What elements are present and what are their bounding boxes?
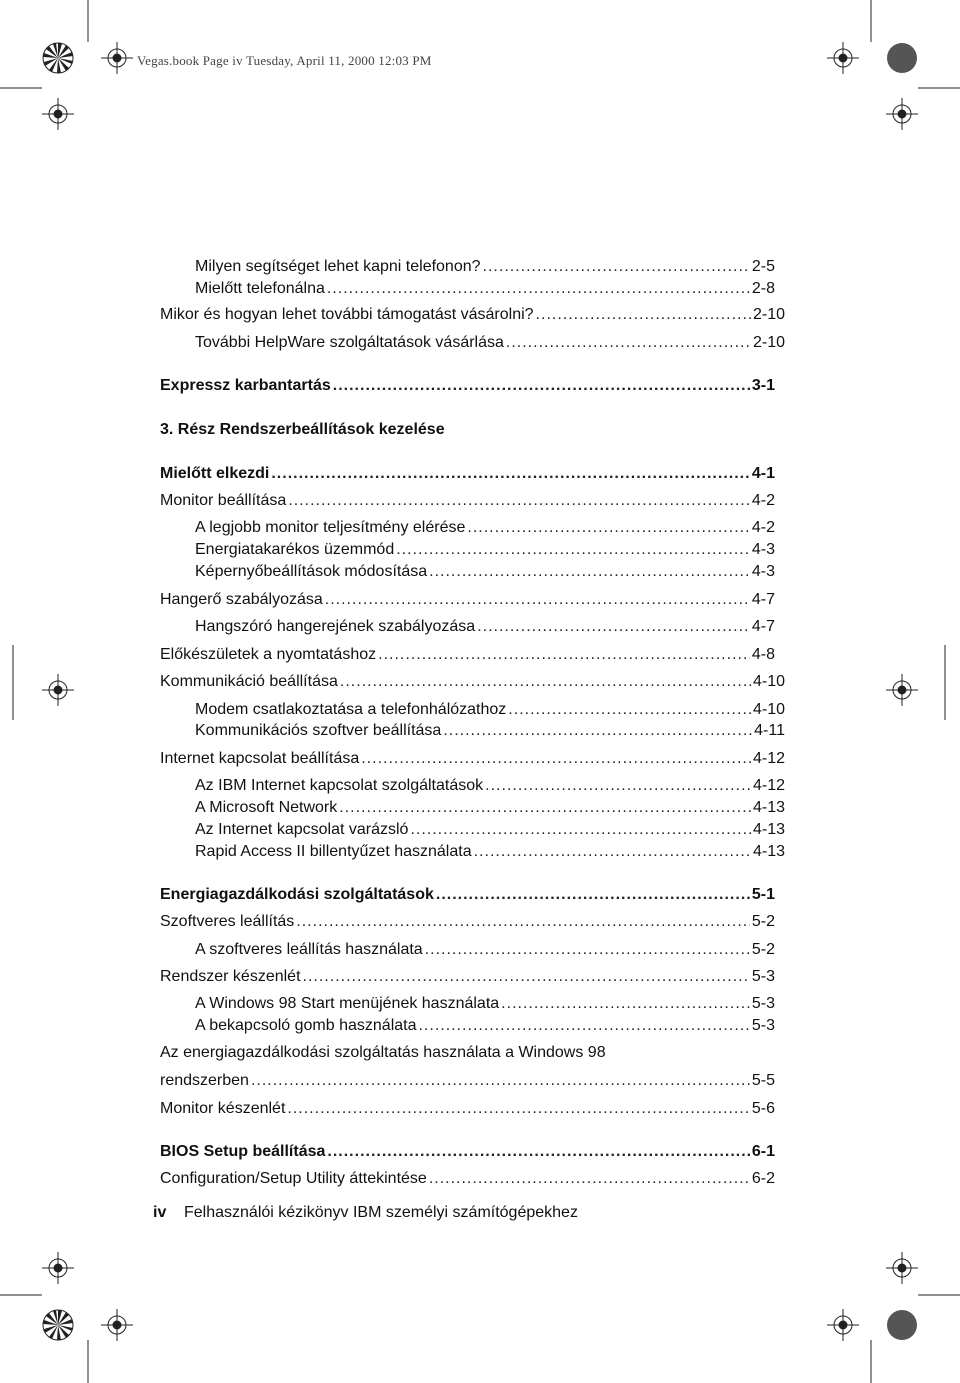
part-heading: 3. Rész Rendszerbeállítások kezelése [160, 421, 445, 438]
toc-entry [195, 1016, 775, 1036]
toc-entry-title: A Microsoft Network [195, 799, 338, 816]
crosshair-mark [101, 1309, 133, 1341]
crosshair-mark [101, 42, 133, 74]
toc-entry-page: 4-2 [751, 519, 775, 536]
crosshair-mark [42, 1252, 74, 1284]
toc-entry-title: Modem csatlakoztatása a telefonhálózathoz [195, 701, 507, 718]
crosshair-mark [42, 98, 74, 130]
toc-entry-title: Monitor beállítása [160, 492, 287, 509]
toc-entry-page: 5-3 [751, 995, 775, 1012]
toc-entry-title: Monitor készenlét [160, 1100, 286, 1117]
toc-entry-page: 5-3 [751, 968, 775, 985]
toc-entry-title: Energiatakarékos üzemmód [195, 541, 395, 558]
toc-entry-page: 6-2 [751, 1170, 775, 1187]
toc-entry [195, 333, 785, 353]
toc-entry-title: rendszerben [160, 1072, 249, 1089]
toc-entry-title: Hangerő szabályozása [160, 591, 323, 608]
toc-entry [195, 842, 785, 862]
toc-entry-page: 4-10 [752, 701, 785, 718]
toc-entry-page: 4-10 [752, 673, 785, 690]
toc-entry-page: 4-12 [752, 750, 785, 767]
crosshair-mark [42, 674, 74, 706]
toc-entry-page: 4-13 [752, 843, 785, 860]
toc-entry [195, 820, 785, 840]
toc-entry-title: A legjobb monitor teljesítmény elérése [195, 519, 466, 536]
toc-entry-title: Előkészületek a nyomtatáshoz [160, 646, 377, 663]
toc-entry-title: Milyen segítséget lehet kapni telefonon? [195, 258, 481, 275]
toc-entry-title: Rendszer készenlét [160, 968, 301, 985]
toc-entry [195, 257, 775, 277]
toc-entry [160, 967, 775, 987]
sunburst-mark-bottom-left [43, 1310, 73, 1340]
crosshair-mark [886, 674, 918, 706]
toc-entry-title: Szoftveres leállítás [160, 913, 295, 930]
toc-entry-page: 4-13 [752, 821, 785, 838]
toc-entry-page: 6-1 [751, 1143, 775, 1160]
toc-entry-page: 4-3 [751, 541, 775, 558]
toc-entry-page: 5-3 [751, 1017, 775, 1034]
toc-entry [160, 645, 775, 665]
toc-entry-title: Hangszóró hangerejének szabályozása [195, 618, 476, 635]
gray-disc-top-right [887, 43, 917, 73]
toc-entry-title: További HelpWare szolgáltatások vásárlása [195, 334, 504, 351]
sunburst-mark-top-left [43, 43, 73, 73]
toc-entry-page: 4-1 [751, 465, 775, 482]
toc-entry-page: 4-7 [751, 618, 775, 635]
toc-entry-title: Kommunikációs szoftver beállítása [195, 722, 442, 739]
toc-entry-page: 2-8 [751, 280, 775, 297]
toc-entry-title: Expressz karbantartás [160, 377, 331, 394]
toc-entry-page: 5-6 [751, 1100, 775, 1117]
toc-entry [160, 912, 775, 932]
toc-entry-page: 5-2 [751, 941, 775, 958]
toc-entry-page: 2-5 [751, 258, 775, 275]
footer-book-title: Felhasználói kézikönyv IBM személyi számítógépekhez [184, 1204, 578, 1221]
toc-entry-page: 4-11 [754, 722, 785, 739]
toc-entry [160, 1071, 775, 1091]
toc-entry-title: Kommunikáció beállítása [160, 673, 338, 690]
toc-entry [195, 700, 785, 720]
toc-entry-title: A szoftveres leállítás használata [195, 941, 423, 958]
toc-entry [160, 1099, 775, 1119]
gray-disc-bottom-right [887, 1310, 917, 1340]
toc-entry-title: Mielőtt elkezdi [160, 465, 270, 482]
toc-entry [195, 562, 775, 582]
toc-entry-page: 4-3 [751, 563, 775, 580]
toc-entry [195, 776, 785, 796]
crosshair-mark [886, 1252, 918, 1284]
toc-entry [195, 279, 775, 299]
toc-entry-title: Képernyőbeállítások módosítása [195, 563, 428, 580]
toc-entry-page: 2-10 [752, 306, 785, 323]
toc-entry-title-line1: Az energiagazdálkodási szolgáltatás használata a Windows 98 [160, 1044, 606, 1061]
toc-entry-page: 5-5 [751, 1072, 775, 1089]
toc-entry-page: 2-10 [752, 334, 785, 351]
toc-entry [160, 464, 775, 484]
toc-entry-title: Configuration/Setup Utility áttekintése [160, 1170, 427, 1187]
toc-entry [160, 885, 775, 905]
toc-entry-title: Mikor és hogyan lehet további támogatást vásárolni? [160, 306, 534, 323]
toc-entry-page: 3-1 [751, 377, 775, 394]
crosshair-mark [827, 1309, 859, 1341]
toc-entry-title: Mielőtt telefonálna [195, 280, 325, 297]
toc-entry [160, 672, 785, 692]
book-info-header: Vegas.book Page iv Tuesday, April 11, 2000 12:03 PM [137, 53, 432, 68]
toc-entry [160, 1169, 775, 1189]
toc-entry [160, 1142, 775, 1162]
toc-entry-page: 4-7 [751, 591, 775, 608]
toc-entry [160, 749, 785, 769]
toc-entry-page: 4-2 [751, 492, 775, 509]
toc-entry-title: Az IBM Internet kapcsolat szolgáltatások [195, 777, 484, 794]
footer-page-number: iv [153, 1204, 167, 1221]
toc-entry-page: 4-13 [752, 799, 785, 816]
toc-entry [195, 940, 775, 960]
toc-entry [195, 721, 785, 741]
toc-entry-page: 5-1 [751, 886, 775, 903]
crosshair-mark [827, 42, 859, 74]
toc-entry-title: A bekapcsoló gomb használata [195, 1017, 417, 1034]
toc-entry-title: Az Internet kapcsolat varázsló [195, 821, 409, 838]
toc-entry [195, 518, 775, 538]
toc-entry-title: Internet kapcsolat beállítása [160, 750, 360, 767]
toc-entry [195, 994, 775, 1014]
toc-entry [160, 376, 775, 396]
toc-entry [160, 590, 775, 610]
toc-entry-title: Rapid Access II billentyűzet használata [195, 843, 472, 860]
toc-entry-title: A Windows 98 Start menüjének használata [195, 995, 500, 1012]
toc-entry [195, 617, 775, 637]
toc-entry [195, 540, 775, 560]
toc-entry-title: BIOS Setup beállítása [160, 1143, 326, 1160]
toc-entry-title: Energiagazdálkodási szolgáltatások [160, 886, 434, 903]
toc-entry [160, 305, 785, 325]
crosshair-mark [886, 98, 918, 130]
toc-entry-page: 4-12 [752, 777, 785, 794]
toc-entry-page: 4-8 [751, 646, 775, 663]
toc-entry-page: 5-2 [751, 913, 775, 930]
toc-entry [195, 798, 785, 818]
toc-entry [160, 491, 775, 511]
